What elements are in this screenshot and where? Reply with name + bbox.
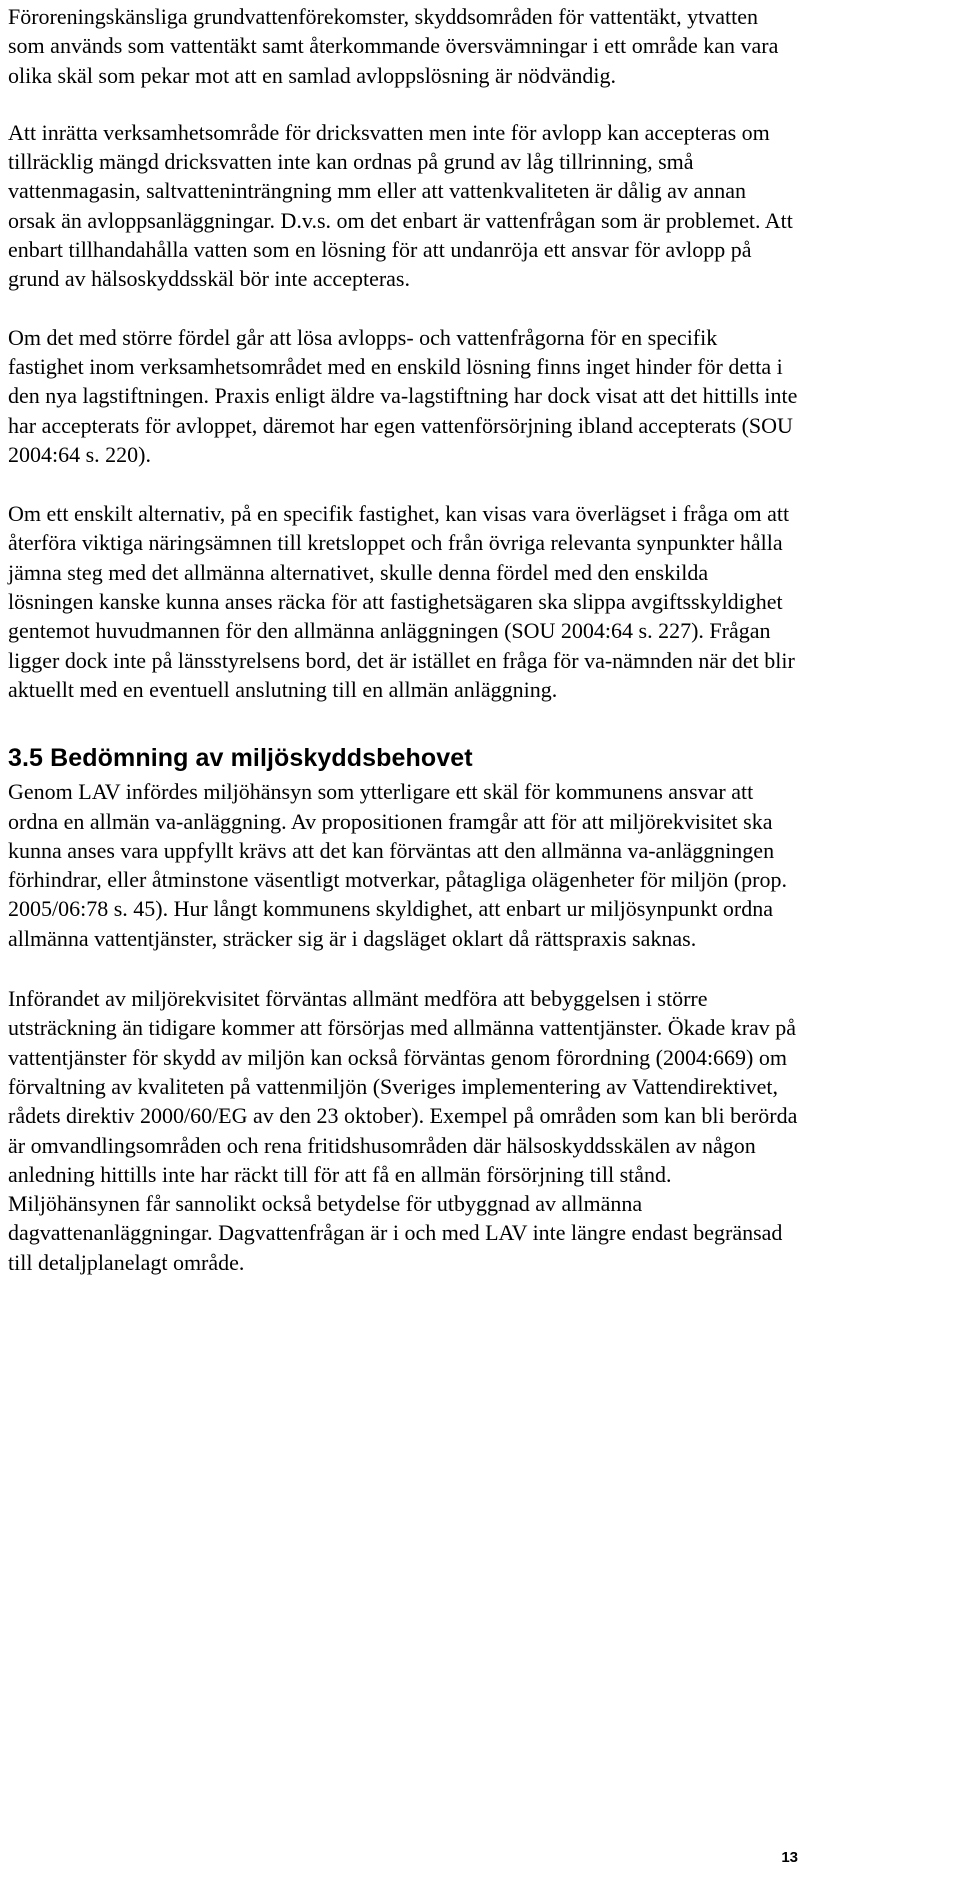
paragraph-pollution-sensitive-areas: Föroreningskänsliga grundvattenförekomster, skyddsområden för vattentäkt, ytvatten som används som vattentäkt samt återkommande översvämningar i ett område kan vara olika skäl som pekar mot att en samlad avloppslösning är nödvändig. [8,4,779,88]
paragraph-environmental-requirement: Införandet av miljörekvisitet förväntas allmänt medföra att bebyggelsen i större utsträckning än tidigare kommer att försörjas med allmänna vattentjänster. Ökade krav på vattentjänster för skydd av miljön kan också förväntas genom förordning (2004:669) om förvaltning av kvaliteten på vattenmiljön (Sveriges implementering av Vattendirektivet, rådets direktiv 2000/60/EG av den 23 oktober). Exempel på områden som kan bli berörda är omvandlingsområden och rena fritidshusområden där hälsoskyddsskälen av någon anledning hittills inte har räckt till för att få en allmän försörjning till stånd. Miljöhänsynen får sannolikt också betydelse för utbyggnad av allmänna dagvattenanläggningar. Dagvattenfrågan är i och med LAV inte längre endast begränsad till detaljplanelagt område. [8,986,798,1275]
paragraph-individual-alternative: Om ett enskilt alternativ, på en specifik fastighet, kan visas vara överlägset i fråga om att återföra viktiga näringsämnen till kretsloppet och från övriga relevanta synpunkter hålla jämna steg med det allmänna alternativet, skulle denna fördel med den enskilda lösningen kanske kunna anses räcka för att fastighetsägaren ska slippa avgiftsskyldighet gentemot huvudmannen för den allmänna anläggningen (SOU 2004:64 s. 227). Frågan ligger dock inte på länsstyrelsens bord, det är istället en fråga för va-nämnden när det blir aktuellt med en eventuell anslutning till en allmän anläggning. [8,501,795,702]
paragraph-lav-environment: Genom LAV infördes miljöhänsyn som ytterligare ett skäl för kommunens ansvar att ordna en allmän va-anläggning. Av propositionen framgår att för att miljörekvisitet ska kunna anses vara uppfyllt krävs att det kan förväntas att den allmänna va-anläggningen förhindrar, eller åtminstone väsentligt motverkar, påtagliga olägenheter för miljön (prop. 2005/06:78 s. 45). Hur långt kommunens skyldighet, att enbart ur miljösynpunkt ordna allmänna vattentjänster, sträcker sig är i dagsläget oklart då rättspraxis saknas. [8,779,787,951]
section-heading: 3.5 Bedömning av miljöskyddsbehovet [8,744,473,773]
paragraph-drinking-water-area: Att inrätta verksamhetsområde för dricksvatten men inte för avlopp kan accepteras om tillräcklig mängd dricksvatten inte kan ordnas på grund av låg tillrinning, små vattenmagasin, saltvatteninträngning mm eller att vattenkvaliteten är dålig av annan orsak än avloppsanläggningar. D.v.s. om det enbart är vattenfrågan som är problemet. Att enbart tillhandahålla vatten som en lösning för att undanröja ett ansvar för avlopp på grund av hälsoskyddsskäl bör inte accepteras. [8,119,793,292]
page-number: 13 [781,1849,798,1866]
document-page [8,2,798,1277]
paragraph-individual-solution: Om det med större fördel går att lösa avlopps- och vattenfrågorna för en specifik fastighet inom verksamhetsområdet med en enskild lösning finns inget hinder för detta i den nya lagstiftningen. Praxis enligt äldre va-lagstiftning har dock visat att det hittills inte har accepterats för avloppet, däremot har egen vattenförsörjning ibland accepterats (SOU 2004:64 s. 220). [8,324,798,467]
